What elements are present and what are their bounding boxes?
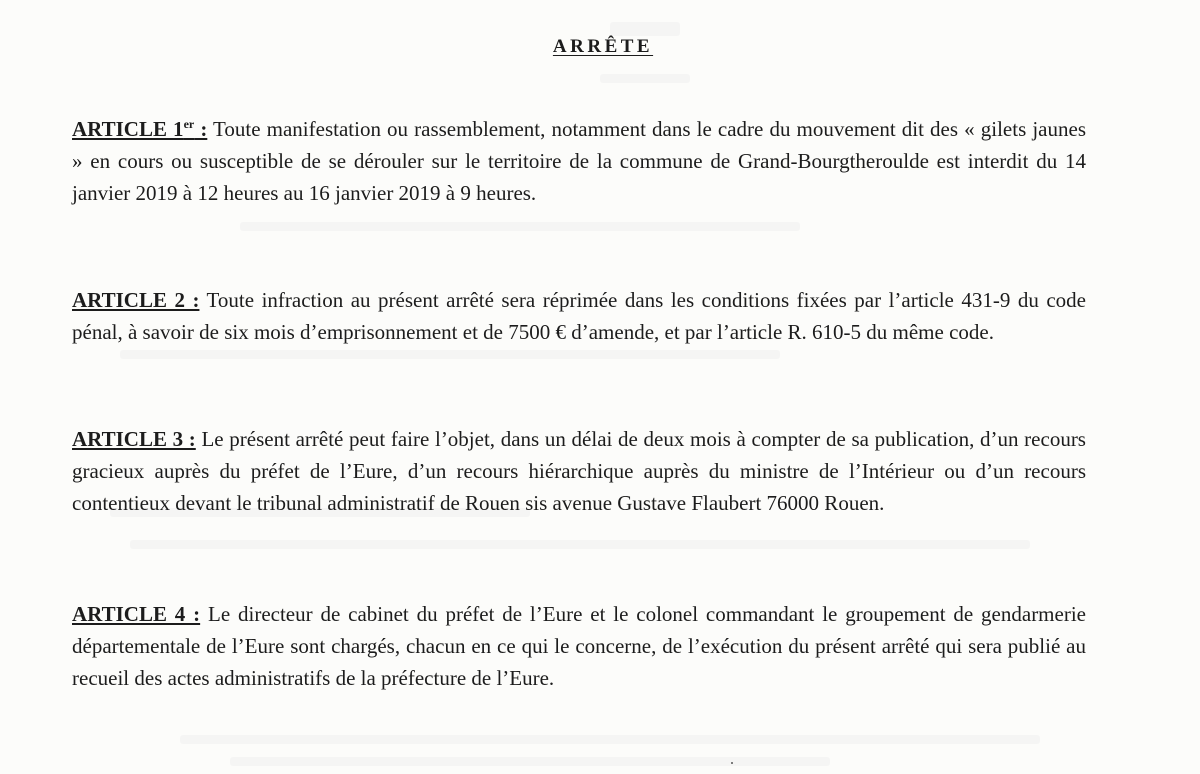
article-4-label: ARTICLE 4 : [72,602,201,626]
document-title [0,36,1200,58]
article-1 [72,113,1086,209]
article-1-label-colon: : [194,117,208,141]
article-2 [72,284,1086,348]
article-4 [72,598,1086,694]
article-1-label-number: ARTICLE 1 [72,117,184,141]
article-2-text: Toute infraction au présent arrêté sera réprimée dans les conditions fixées par l’article 431-9 du code pénal, à savoir de six mois d’emprisonnement et de 7500 € d’amende, et par l’article R. 610-5 du même code. [72,288,1086,344]
article-2-label: ARTICLE 2 : [72,288,200,312]
article-3-label: ARTICLE 3 : [72,427,196,451]
article-1-text: Toute manifestation ou rassemblement, notamment dans le cadre du mouvement dit des « gilets jaunes » en cours ou susceptible de se dérouler sur le territoire de la commune de Grand-Bourgtheroulde est interdit du 14 janvier 2019 à 12 heures au 16 janvier 2019 à 9 heures. [72,117,1086,205]
scan-speck [731,762,733,764]
article-1-label [72,117,207,141]
article-4-text: Le directeur de cabinet du préfet de l’Eure et le colonel commandant le groupement de gendarmerie départementale de l’Eure sont chargés, chacun en ce qui le concerne, de l’exécution du présent arrêté qui sera publié au recueil des actes administratifs de la préfecture de l’Eure. [72,602,1086,690]
article-3 [72,423,1086,519]
article-3-text: Le présent arrêté peut faire l’objet, dans un délai de deux mois à compter de sa publication, d’un recours gracieux auprès du préfet de l’Eure, d’un recours hiérarchique auprès du ministre de l’Intérieur ou d’un recours contentieux devant le tribunal administratif de Rouen sis avenue Gustave Flaubert 76000 Rouen. [72,427,1086,515]
article-1-label-superscript: er [183,117,195,131]
document-title-text: ARRÊTE [552,36,654,57]
